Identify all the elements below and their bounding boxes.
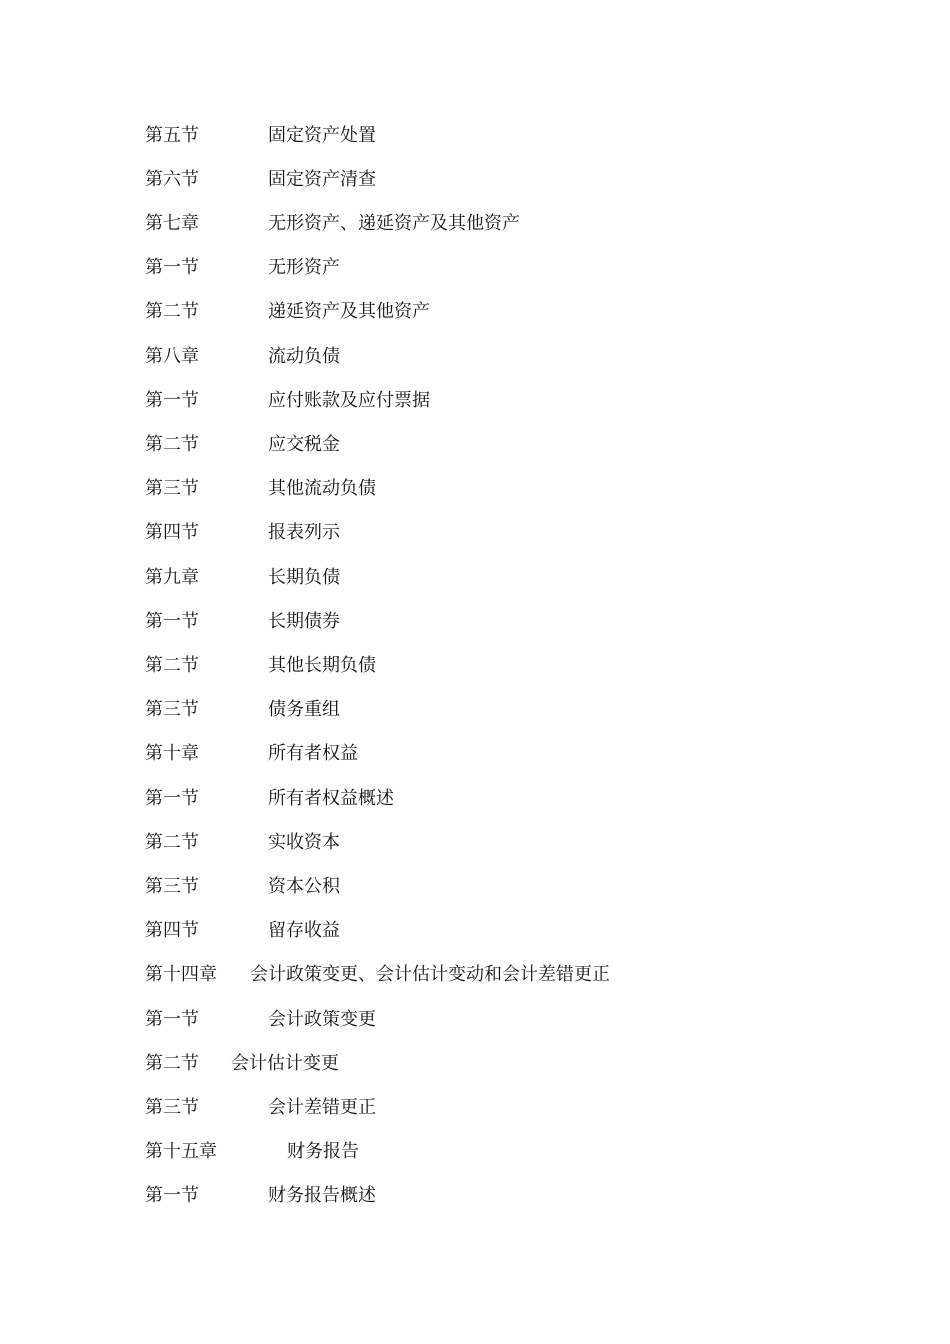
toc-entry-title: 无形资产、递延资产及其他资产 [268,213,520,234]
toc-entry [0,430,950,460]
toc-entry-title: 应交税金 [268,434,340,455]
toc-entry-number: 第一节 [145,788,199,809]
toc-entry-number: 第一节 [145,257,199,278]
toc-entry-title: 所有者权益概述 [268,788,394,809]
toc-entry-title: 其他流动负债 [268,478,376,499]
toc-entry-title: 财务报告概述 [268,1185,376,1206]
toc-entry [0,253,950,283]
toc-entry [0,563,950,593]
toc-entry [0,1181,950,1211]
toc-entry-number: 第六节 [145,169,199,190]
toc-entry-title: 无形资产 [268,257,340,278]
toc-entry-title: 应付账款及应付票据 [268,390,430,411]
toc-entry-number: 第一节 [145,390,199,411]
toc-entry-number: 第九章 [145,567,199,588]
toc-entry-title: 财务报告 [287,1141,359,1162]
toc-entry-number: 第十章 [145,743,199,764]
toc-entry-number: 第二节 [145,832,199,853]
toc-entry-title: 长期债券 [268,611,340,632]
toc-entry-title: 会计差错更正 [268,1097,376,1118]
toc-entry [0,1093,950,1123]
toc-entry [0,651,950,681]
toc-entry-title: 固定资产处置 [268,125,376,146]
toc-entry [0,828,950,858]
toc-entry-number: 第二节 [145,434,199,455]
toc-entry-number: 第十五章 [145,1141,217,1162]
toc-entry-number: 第二节 [145,655,199,676]
toc-entry-number: 第四节 [145,522,199,543]
toc-entry-title: 流动负债 [268,346,340,367]
toc-entry [0,872,950,902]
toc-entry-title: 递延资产及其他资产 [268,301,430,322]
toc-entry [0,695,950,725]
toc-entry [0,1049,950,1079]
toc-entry-title: 长期负债 [268,567,340,588]
toc-entry-title: 会计政策变更、会计估计变动和会计差错更正 [250,964,610,985]
toc-entry-title: 报表列示 [268,522,340,543]
toc-entry-number: 第三节 [145,478,199,499]
toc-entry-title: 固定资产清查 [268,169,376,190]
toc-entry-number: 第三节 [145,876,199,897]
toc-entry [0,960,950,990]
toc-entry-number: 第一节 [145,1009,199,1030]
toc-entry-number: 第五节 [145,125,199,146]
toc-entry-title: 会计政策变更 [268,1009,376,1030]
toc-entry [0,342,950,372]
toc-entry-number: 第一节 [145,1185,199,1206]
toc-entry [0,739,950,769]
toc-entry-title: 其他长期负债 [268,655,376,676]
toc-entry [0,165,950,195]
toc-entry [0,209,950,239]
toc-entry [0,1005,950,1035]
toc-entry-number: 第三节 [145,699,199,720]
toc-entry-number: 第四节 [145,920,199,941]
toc-entry-number: 第一节 [145,611,199,632]
toc-entry-number: 第十四章 [145,964,217,985]
toc-entry-title: 实收资本 [268,832,340,853]
toc-entry-number: 第七章 [145,213,199,234]
toc-entry-title: 资本公积 [268,876,340,897]
toc-entry-number: 第八章 [145,346,199,367]
toc-entry [0,474,950,504]
toc-entry-number: 第三节 [145,1097,199,1118]
toc-entry [0,784,950,814]
toc-entry-title: 留存收益 [268,920,340,941]
toc-entry [0,607,950,637]
toc-entry [0,916,950,946]
toc-entry-number: 第二节 [145,301,199,322]
toc-entry [0,386,950,416]
toc-entry-title: 债务重组 [268,699,340,720]
toc-entry [0,121,950,151]
toc-entry-title: 所有者权益 [268,743,358,764]
toc-entry-number: 第二节 [145,1053,199,1074]
toc-entry [0,518,950,548]
toc-entry [0,297,950,327]
toc-entry [0,1137,950,1167]
toc-entry-title: 会计估计变更 [231,1053,339,1074]
